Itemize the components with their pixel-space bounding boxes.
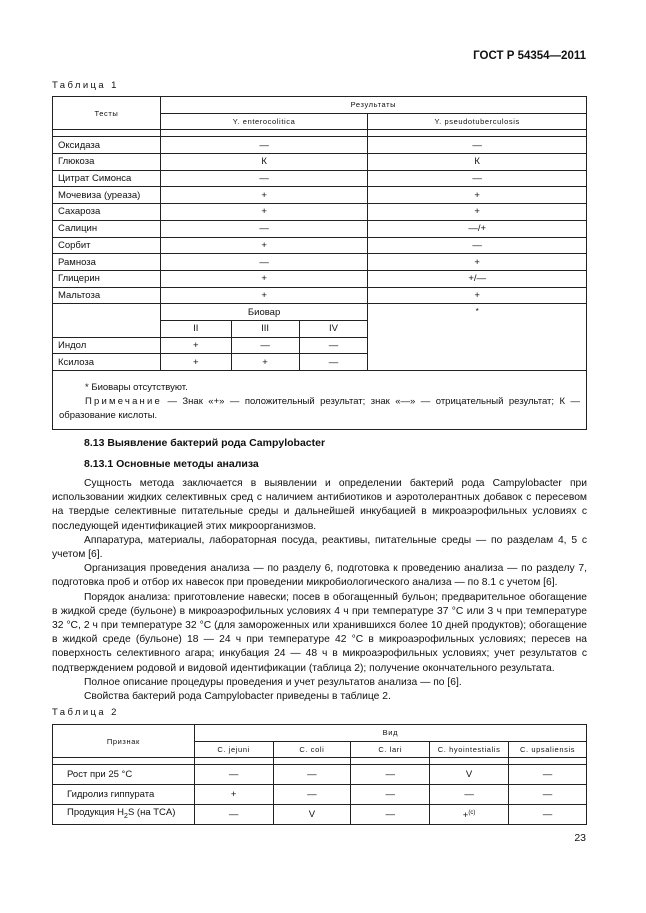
table2-header-sign: Признак (53, 725, 195, 758)
biovar-footnote-mark: * (368, 304, 587, 371)
table-row: Глюкоза К К (53, 154, 587, 171)
biovar-col: III (231, 320, 299, 337)
table-row: Ксилоза + + — (53, 354, 587, 371)
table-row: Мочевиза (уреаза) + + (53, 187, 587, 204)
species-header: C. hyointestialis (430, 741, 509, 758)
table2 (52, 724, 587, 825)
table-row: Глицерин + +/— (53, 270, 587, 287)
table2-caption: Таблица 2 (52, 707, 119, 718)
species-header: C. coli (273, 741, 351, 758)
section-body (52, 477, 587, 704)
table-row: Цитрат Симонса — — (53, 170, 587, 187)
paragraph: Аппаратура, материалы, лабораторная посуда, реактивы, питательные среды — по разделам 4, 5 с учетом [6]. (52, 534, 587, 561)
page-number: 23 (574, 832, 586, 844)
paragraph: Порядок анализа: приготовление навески; посев в обогащенный бульон; предварительное обогащение в жидкой среде (бульоне) в микроаэрофильных условиях 4 ч при температуре 37 °С или 3 ч при температуре 32 °С, 2 ч при температуре 32 °С (для замороженных или хранившихся более 10 дней продуктов); обогащение в жидкой среде (бульоне) 18 — 24 ч при температуре 42 °С в микроаэрофильных условиях; пересев на поверхность селективного агара; инкубация 24 — 48 ч в микроаэрофильных условиях; учет результатов с подтверждением родовой и видовой идентификации (таблица 2); получение окончательного результата. (52, 591, 587, 674)
biovar-header: Биовар (160, 304, 368, 321)
paragraph: Свойства бактерий рода Campylobacter приведены в таблице 2. (84, 691, 391, 703)
table-row: Сорбит + — (53, 237, 587, 254)
paragraph: Организация проведения анализа — по разделу 6, подготовка к проведению анализа — по разделу 7, подготовка проб и отбор их навесок при проведении микробиологического анализа — по 8.1 с учетом [6]. (52, 563, 587, 589)
section-subheading: 8.13.1 Основные методы анализа (84, 458, 259, 470)
table1-caption: Таблица 1 (52, 80, 119, 91)
table1-notes (53, 371, 587, 430)
species-header: C. lari (351, 741, 430, 758)
table-row: Гидролиз гиппурата + — — — — (53, 785, 587, 805)
document-standard-number: ГОСТ Р 54354—2011 (473, 50, 586, 62)
table1-header-tests: Тесты (53, 97, 161, 130)
table-row: Салицин — —/+ (53, 220, 587, 237)
species-header: C. jejuni (194, 741, 273, 758)
paragraph: Сущность метода заключается в выявлении и определении бактерий рода Campylobacter при использовании жидких селективных сред с наличием антибиотиков и аэротолерантных добавок с пересевом на твердые селективные питательные среды и дальнейшей инкубацией в микроаэрофильных условиях с последующей идентификацией этих микроорганизмов. (52, 478, 587, 532)
table-row: Индол + — — (53, 337, 587, 354)
table-row: Рост при 25 °С — — — V — (53, 765, 587, 785)
biovar-col: IV (299, 320, 368, 337)
table1 (52, 96, 587, 430)
table-row: Продукция $H_2S$ (на TCA) — V — +$^{(c)}$ — (53, 805, 587, 825)
table-row: Сахароза + + (53, 204, 587, 221)
table2-header-species: Вид (194, 725, 586, 742)
table-row: Рамноза — + (53, 254, 587, 271)
species-header: C. upsaliensis (509, 741, 587, 758)
table1-header-species-1: Y. enterocolitica (160, 113, 368, 130)
section-heading: 8.13 Выявление бактерий рода Campylobacter (84, 437, 326, 449)
biovar-col: II (160, 320, 231, 337)
table1-footnote: * Биовары отсутствуют. (85, 382, 188, 393)
table1-note: Примечание — Знак «+» — положительный результат; знак «—» — отрицательный результат; К — образование кислоты. (59, 396, 580, 421)
table1-spacer (53, 130, 161, 137)
table-row: Мальтоза + + (53, 287, 587, 304)
paragraph: Полное описание процедуры проведения и учет результатов анализа — по [6]. (84, 676, 462, 688)
table1-header-results: Результаты (160, 97, 586, 114)
table1-header-species-2: Y. pseudotuberculosis (368, 113, 587, 130)
table-row: Оксидаза — — (53, 137, 587, 154)
